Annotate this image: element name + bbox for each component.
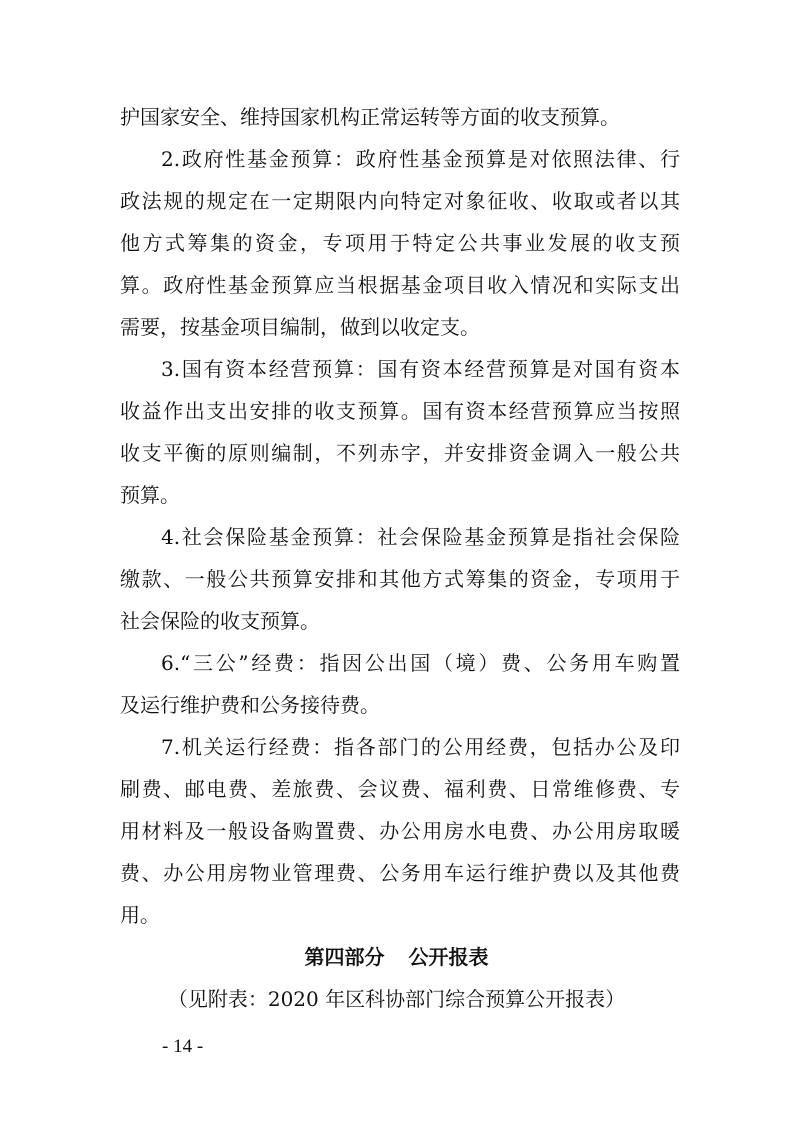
paragraph-line: 费、办公用房物业管理费、公务用车运行维护费以及其他费 [120,861,680,885]
paragraph-line: 用。 [120,903,160,927]
paragraph-line: 社会保险的收支预算。 [120,609,320,633]
paragraph-line: 预算。 [120,483,180,507]
paragraph-line: 用材料及一般设备购置费、办公用房水电费、办公用房取暖 [120,819,680,843]
paragraph-line: 收支平衡的原则编制，不列赤字，并安排资金调入一般公共 [120,441,680,465]
section-heading-name: 公开报表 [408,945,489,969]
paragraph-line: 算。政府性基金预算应当根据基金项目收入情况和实际支出 [120,273,680,297]
paragraph-line: 3.国有资本经营预算：国有资本经营预算是对国有资本 [161,357,680,381]
paragraph-line: 及运行维护费和公务接待费。 [120,693,380,717]
paragraph-line: 2.政府性基金预算：政府性基金预算是对依照法律、行 [161,147,680,171]
paragraph-line: 政法规的规定在一定期限内向特定对象征收、收取或者以其 [120,189,680,213]
paragraph-line: 6.“三公”经费：指因公出国（境）费、公务用车购置 [161,651,680,675]
paragraph-line: 护国家安全、维持国家机构正常运转等方面的收支预算。 [120,105,620,129]
section-heading-part: 第四部分 [304,945,385,969]
paragraph-line: 缴款、一般公共预算安排和其他方式筹集的资金，专项用于 [120,567,680,591]
page-number: - 14 - [162,1036,204,1057]
paragraph-line: 刷费、邮电费、差旅费、会议费、福利费、日常维修费、专 [120,777,680,801]
paragraph-line: 4.社会保险基金预算：社会保险基金预算是指社会保险 [161,525,680,549]
paragraph-line: 收益作出支出安排的收支预算。国有资本经营预算应当按照 [120,399,680,423]
paragraph-line: 7.机关运行经费：指各部门的公用经费，包括办公及印 [161,735,680,759]
paragraph-line: 需要，按基金项目编制，做到以收定支。 [120,315,480,339]
section-note: （见附表：2020 年区科协部门综合预算公开报表） [167,987,626,1011]
paragraph-line: 他方式筹集的资金，专项用于特定公共事业发展的收支预 [120,231,680,255]
section-heading [0,943,793,971]
